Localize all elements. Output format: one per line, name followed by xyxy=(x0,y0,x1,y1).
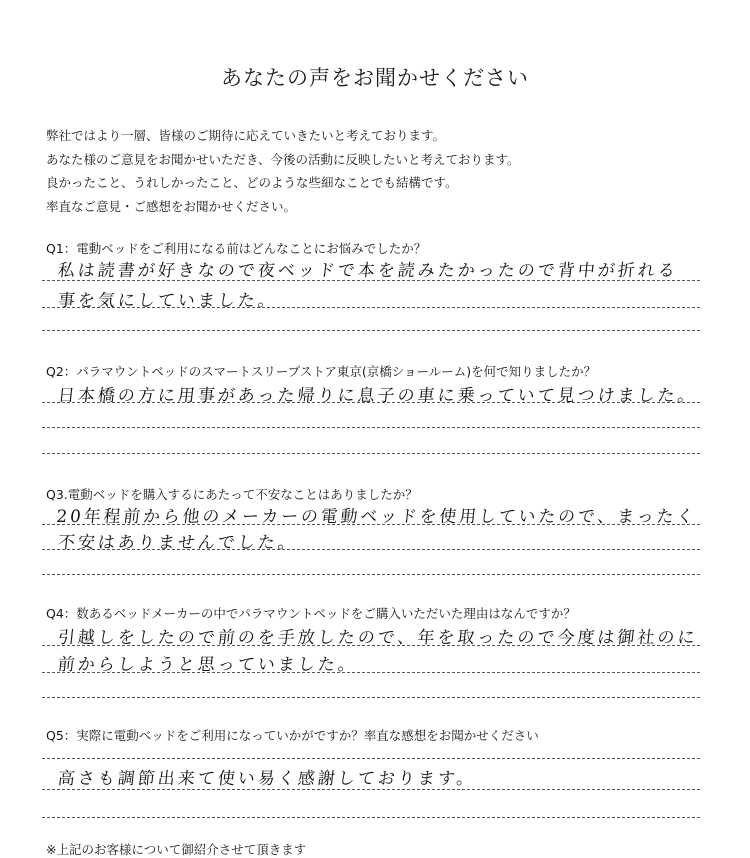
intro-line: あなた様のご意見をお聞かせいただき、今後の活動に反映したいと考えております。 xyxy=(46,151,520,167)
answer-rule xyxy=(42,549,700,550)
intro-line: 率直なご意見・ご感想をお聞かせください。 xyxy=(46,198,297,214)
answer-1-line-2: 事を気にしていました。 xyxy=(56,291,279,311)
answer-rule xyxy=(42,758,700,759)
answer-4-line-1: 引越しをしたので前のを手放したので、年を取ったので今度は御社のに xyxy=(56,628,699,648)
question-5: Q5：実際に電動ベッドをご利用になっていかがですか？率直な感想をお聞かせください xyxy=(46,728,539,743)
intro-line: 弊社ではより一層、皆様のご期待に応えていきたいと考えております。 xyxy=(46,128,446,143)
answer-rule xyxy=(42,427,700,428)
question-1: Q1：電動ベッドをご利用になる前はどんなことにお悩みでしたか？ xyxy=(46,241,427,256)
answer-rule xyxy=(42,402,700,403)
answer-2-line-1: 日本橋の方に用事があった帰りに息子の車に乗っていて見つけました。 xyxy=(56,386,699,406)
answer-3-line-1: 20年程前から他のメーカーの電動ベッドを使用していたので、まったく xyxy=(55,507,698,527)
answer-rule xyxy=(42,789,700,790)
answer-rule xyxy=(42,817,700,818)
answer-rule xyxy=(42,524,700,525)
answer-3-line-2: 不安はありませんでした。 xyxy=(56,533,299,553)
answer-4-line-2: 前からしようと思っていました。 xyxy=(56,655,359,675)
question-2: Q2：パラマウントベッドのスマートスリープストア東京(京橋ショールーム)を何で知りましたか？ xyxy=(46,364,597,379)
answer-5-line-1: 高さも調節出来て使い易く感謝しております。 xyxy=(56,769,478,789)
footer-note: ※上記のお客様について御紹介させて頂きます xyxy=(46,842,307,857)
answer-rule xyxy=(42,330,700,331)
intro-text xyxy=(46,124,520,218)
answer-rule xyxy=(42,645,700,646)
answer-rule xyxy=(42,672,700,673)
answer-rule xyxy=(42,453,700,454)
answer-rule xyxy=(42,307,700,308)
answer-rule xyxy=(42,574,700,575)
question-3: Q3.電動ベッドを購入するにあたって不安なことはありましたか？ xyxy=(46,487,418,502)
question-4: Q4：数あるベッドメーカーの中でパラマウントベッドをご購入いただいた理由はなんですか？ xyxy=(46,606,576,621)
page-title: あなたの声をお聞かせください xyxy=(221,66,529,90)
answer-rule xyxy=(42,280,700,281)
answer-rule xyxy=(42,697,700,698)
intro-line: 良かったこと、うれしかったこと、どのような些細なことでも結構です。 xyxy=(46,175,458,190)
answer-1-line-1: 私は読書が好きなので夜ベッドで本を読みたかったので背中が折れる xyxy=(56,261,679,281)
